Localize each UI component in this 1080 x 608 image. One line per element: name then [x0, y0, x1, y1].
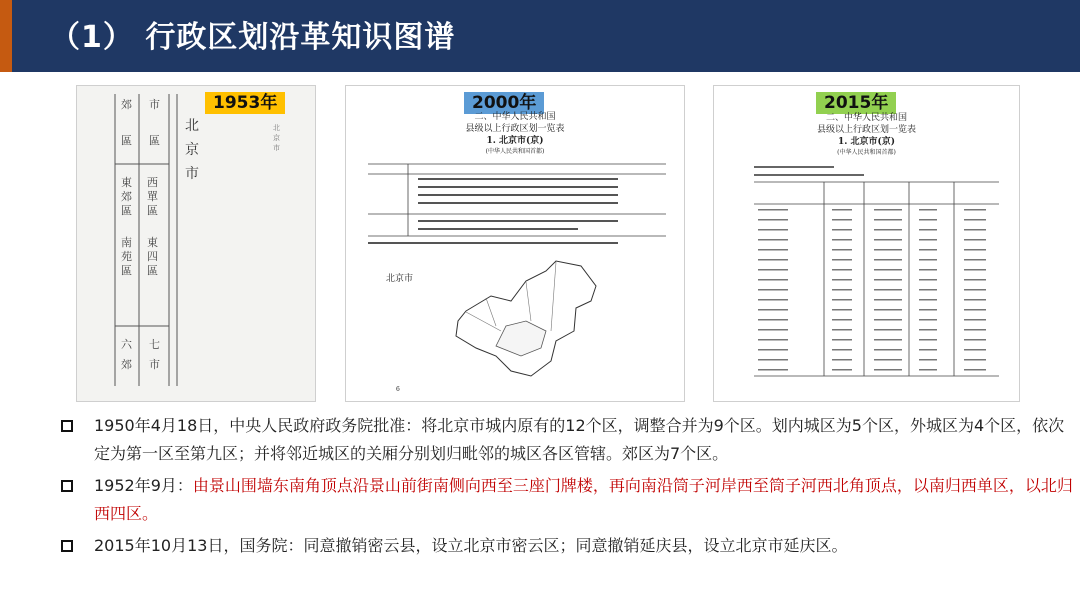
scan-2015	[713, 85, 1020, 402]
svg-text:區: 區	[147, 204, 158, 217]
svg-text:北: 北	[185, 118, 199, 134]
svg-text:京: 京	[185, 142, 199, 158]
doc-heading-2015-3: 1. 北京市(京)	[837, 137, 896, 147]
scan-1953-image	[77, 86, 315, 401]
svg-text:區: 區	[121, 264, 132, 277]
svg-text:北: 北	[273, 124, 280, 132]
svg-text:市: 市	[185, 166, 199, 182]
svg-text:京: 京	[273, 134, 280, 142]
doc-heading-2015-2: 县级以上行政区划一览表	[816, 125, 916, 135]
bullet-item-3	[58, 532, 1073, 560]
svg-text:市: 市	[149, 358, 160, 371]
doc-heading-2000-4: (中华人民共和国首都)	[485, 148, 545, 155]
bullet-2-highlight: 由景山围墙东南角顶点沿景山前街南侧向西至三座门牌楼，再向南沿筒子河岸西至筒子河西北角顶点，以南归西单区，以北归西四区。	[94, 476, 1073, 523]
year-badge-2000: 2000年	[464, 92, 544, 114]
svg-text:東: 東	[147, 236, 158, 249]
scan-2015-image	[714, 86, 1019, 401]
doc-heading-2000-3: 1. 北京市(京)	[486, 136, 544, 146]
scan-2000-image	[346, 86, 684, 401]
svg-text:郊: 郊	[121, 190, 132, 203]
svg-text:四: 四	[147, 250, 158, 263]
doc-heading-2015-4: (中华人民共和国首都)	[837, 149, 896, 156]
svg-text:七: 七	[149, 338, 160, 351]
title-accent-bar	[0, 0, 12, 72]
title-bar	[0, 0, 1080, 72]
doc-heading-2015-1: 二、中华人民共和国	[825, 113, 907, 123]
year-badge-2015: 2015年	[816, 92, 896, 114]
svg-text:單: 單	[147, 190, 158, 203]
doc-heading-2000-2: 县级以上行政区划一览表	[465, 124, 565, 134]
bullet-item-2	[58, 472, 1073, 528]
svg-text:區: 區	[121, 134, 132, 147]
page-number: 6	[396, 386, 400, 393]
svg-text:郊: 郊	[121, 358, 132, 371]
svg-text:南: 南	[121, 236, 132, 249]
map-label: 北京市	[386, 274, 414, 284]
square-bullet-icon	[61, 420, 73, 432]
svg-text:市: 市	[273, 144, 280, 152]
bullet-2-date: 1952年9月：	[94, 476, 193, 495]
svg-text:西: 西	[147, 176, 158, 189]
square-bullet-icon	[61, 540, 73, 552]
svg-text:六: 六	[121, 338, 132, 351]
scan-2000	[345, 85, 685, 402]
svg-text:區: 區	[121, 204, 132, 217]
svg-text:東: 東	[121, 176, 132, 189]
svg-text:市: 市	[149, 98, 160, 111]
scan-1953	[76, 85, 316, 402]
year-badge-1953: 1953年	[205, 92, 285, 114]
bullet-1-text: 1950年4月18日，中央人民政府政务院批准：将北京市城内原有的12个区，调整合并为9个区。划内城区为5个区，外城区为4个区，依次定为第一区至第九区；并将邻近城区的关厢分别划归毗邻的城区各区管辖。郊区为7个区。	[94, 416, 1065, 463]
svg-text:郊: 郊	[121, 98, 132, 111]
doc-heading-2000-1: 二、中华人民共和国	[474, 112, 556, 122]
bullet-3-text: 2015年10月13日，国务院：同意撤销密云县，设立北京市密云区；同意撤销延庆县，设立北京市延庆区。	[94, 536, 848, 555]
bullet-list	[58, 412, 1073, 560]
bullet-item-1	[58, 412, 1073, 468]
page-title: （1） 行政区划沿革知识图谱	[50, 20, 456, 55]
square-bullet-icon	[61, 480, 73, 492]
svg-text:區: 區	[149, 134, 160, 147]
svg-text:區: 區	[147, 264, 158, 277]
svg-text:苑: 苑	[121, 250, 132, 263]
